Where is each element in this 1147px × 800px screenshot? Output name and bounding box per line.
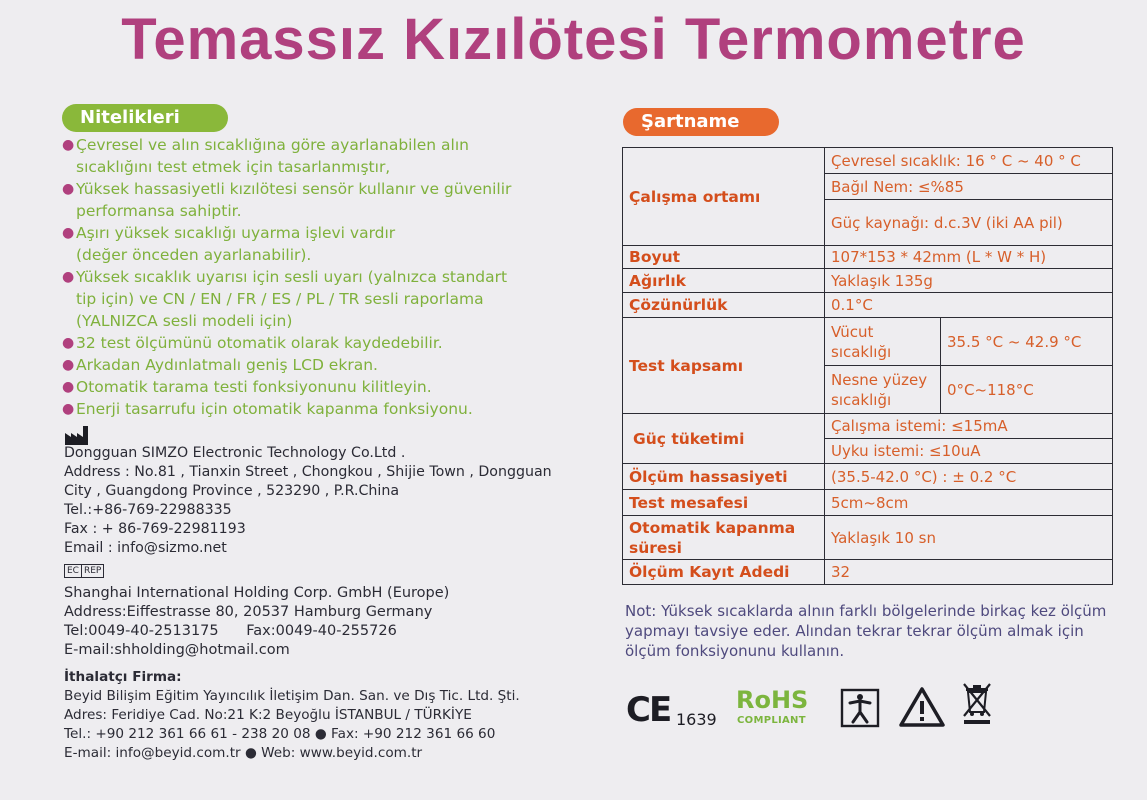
table-row: [623, 560, 1113, 585]
address-line: Tel.: +90 212 361 66 61 - 238 20 08 ● Fax: +90 212 361 66 60: [64, 726, 496, 742]
bullet: ●: [62, 225, 75, 241]
factory-icon: [64, 424, 90, 446]
feature-line: Yüksek hassasiyetli kızılötesi sensör kullanır ve güvenilir: [76, 180, 512, 198]
spec-sublabel: Vücut sıcaklığı: [825, 318, 941, 366]
feature-item: [62, 376, 582, 398]
spec-heading: Şartname: [623, 108, 779, 136]
table-row: [623, 293, 1113, 318]
spec-label: Ölçüm Kayıt Adedi: [623, 560, 825, 585]
table-row: [623, 148, 1113, 174]
ec-label: EC: [64, 564, 82, 578]
table-row: [623, 414, 1113, 439]
usage-note: Not: Yüksek sıcaklarda alnın farklı bölgelerinde birkaç kez ölçüm yapmayı tavsiye eder. Alından tekrar tekrar ölçüm almak için ölçüm fonksiyonunu kullanın.: [625, 602, 1107, 660]
feature-item: [62, 398, 582, 420]
table-row: [623, 246, 1113, 269]
spec-value: Yaklaşık 135g: [825, 269, 1113, 293]
bullet: ●: [62, 401, 75, 417]
feature-line: (değer önceden ayarlanabilir).: [76, 246, 312, 264]
features-list: [62, 134, 582, 420]
address-line: Beyid Bilişim Eğitim Yayıncılık İletişim Dan. San. ve Dış Tic. Ltd. Şti.: [64, 688, 520, 704]
spec-value: 0.1°C: [825, 293, 1113, 318]
address-line: E-mail: info@beyid.com.tr ● Web: www.beyid.com.tr: [64, 745, 423, 761]
address-line: Tel:0049-40-2513175 Fax:0049-40-255726: [64, 623, 397, 639]
table-row: [623, 464, 1113, 490]
feature-item: [62, 332, 582, 354]
certification-marks: [626, 682, 1006, 738]
spec-value: Uyku istemi: ≤10uA: [825, 439, 1113, 464]
spec-value: Çalışma istemi: ≤15mA: [825, 414, 1113, 439]
feature-line: sıcaklığını test etmek için tasarlanmıştır,: [76, 158, 391, 176]
feature-line: Arkadan Aydınlatmalı geniş LCD ekran.: [76, 356, 378, 374]
feature-line: Aşırı yüksek sıcaklığı uyarma işlevi vardır: [76, 224, 396, 242]
spec-sublabel: Nesne yüzey sıcaklığı: [825, 366, 941, 414]
feature-line: 32 test ölçümünü otomatik olarak kaydedebilir.: [76, 334, 443, 352]
feature-line: tip için) ve CN / EN / FR / ES / PL / TR sesli raporlama: [76, 290, 484, 308]
address-line: Address:Eiffestrasse 80, 20537 Hamburg Germany: [64, 604, 433, 620]
table-row: [623, 516, 1113, 560]
address-line: Dongguan SIMZO Electronic Technology Co.Ltd .: [64, 445, 406, 461]
table-row: [623, 269, 1113, 293]
spec-label: Ölçüm hassasiyeti: [623, 464, 825, 490]
importer-heading: İthalatçı Firma:: [64, 669, 182, 685]
spec-value: 35.5 °C ~ 42.9 °C: [941, 318, 1113, 366]
feature-line: Çevresel ve alın sıcaklığına göre ayarlanabilen alın: [76, 136, 469, 154]
address-line: Address : No.81 , Tianxin Street , Chongkou , Shijie Town , Dongguan: [64, 464, 552, 480]
address-line: Shanghai International Holding Corp. GmbH (Europe): [64, 585, 450, 601]
address-line: E-mail:shholding@hotmail.com: [64, 642, 290, 658]
address-line: Adres: Feridiye Cad. No:21 K:2 Beyoğlu İSTANBUL / TÜRKİYE: [64, 707, 472, 723]
spec-table: [622, 147, 1113, 585]
bullet: ●: [62, 137, 75, 153]
spec-label: Çalışma ortamı: [623, 148, 825, 246]
feature-item: [62, 354, 582, 376]
weee-bin-icon: [960, 680, 994, 726]
rohs-mark: RoHS: [736, 686, 809, 714]
feature-item: [62, 222, 582, 266]
feature-item: [62, 134, 582, 178]
features-heading: Nitelikleri: [62, 104, 228, 132]
spec-value: Çevresel sıcaklık: 16 ° C ~ 40 ° C: [825, 148, 1113, 174]
rep-label: REP: [82, 564, 104, 578]
spec-value: 5cm~8cm: [825, 490, 1113, 516]
spec-label: Güç tüketimi: [623, 414, 825, 464]
spec-value: Güç kaynağı: d.c.3V (iki AA pil): [825, 200, 1113, 246]
address-line: Email : info@sizmo.net: [64, 540, 227, 556]
feature-item: [62, 178, 582, 222]
page-title: Temassız Kızılötesi Termometre: [121, 7, 1026, 72]
address-line: City , Guangdong Province , 523290 , P.R.China: [64, 483, 400, 499]
bullet: ●: [62, 357, 75, 373]
feature-line: performansa sahiptir.: [76, 202, 242, 220]
feature-line: Yüksek sıcaklık uyarısı için sesli uyarı (yalnızca standart: [76, 268, 508, 286]
warning-icon: [898, 686, 946, 728]
spec-value: 32: [825, 560, 1113, 585]
address-line: Tel.:+86-769-22988335: [64, 502, 232, 518]
table-row: [623, 490, 1113, 516]
address-line: Fax : + 86-769-22981193: [64, 521, 246, 537]
spec-label: Test kapsamı: [623, 318, 825, 414]
bullet: ●: [62, 181, 75, 197]
spec-value: Yaklaşık 10 sn: [825, 516, 1113, 560]
bullet: ●: [62, 335, 75, 351]
importer-address: [64, 668, 604, 763]
ec-rep-symbol: [64, 564, 104, 578]
bullet: ●: [62, 379, 75, 395]
type-bf-icon: [840, 688, 880, 728]
table-row: [623, 318, 1113, 366]
spec-value: (35.5-42.0 °C) : ± 0.2 °C: [825, 464, 1113, 490]
spec-label: Test mesafesi: [623, 490, 825, 516]
rohs-compliant-label: COMPLIANT: [737, 715, 806, 726]
spec-label: Otomatik kapanma süresi: [623, 516, 825, 560]
ec-rep-address: [64, 584, 604, 660]
feature-line: Otomatik tarama testi fonksiyonunu kilitleyin.: [76, 378, 432, 396]
spec-label: Çözünürlük: [623, 293, 825, 318]
manufacturer-address: [64, 444, 604, 558]
spec-value: 0°C~118°C: [941, 366, 1113, 414]
bullet: ●: [62, 269, 75, 285]
feature-item: [62, 266, 582, 332]
feature-line: (YALNIZCA sesli modeli için): [76, 312, 293, 330]
feature-line: Enerji tasarrufu için otomatik kapanma fonksiyonu.: [76, 400, 473, 418]
spec-value: 107*153 * 42mm (L * W * H): [825, 246, 1113, 269]
spec-label: Boyut: [623, 246, 825, 269]
ce-notified-body-number: 1639: [676, 710, 717, 729]
ce-mark: CE: [626, 690, 671, 730]
spec-label: Ağırlık: [623, 269, 825, 293]
spec-value: Bağıl Nem: ≤%85: [825, 174, 1113, 200]
